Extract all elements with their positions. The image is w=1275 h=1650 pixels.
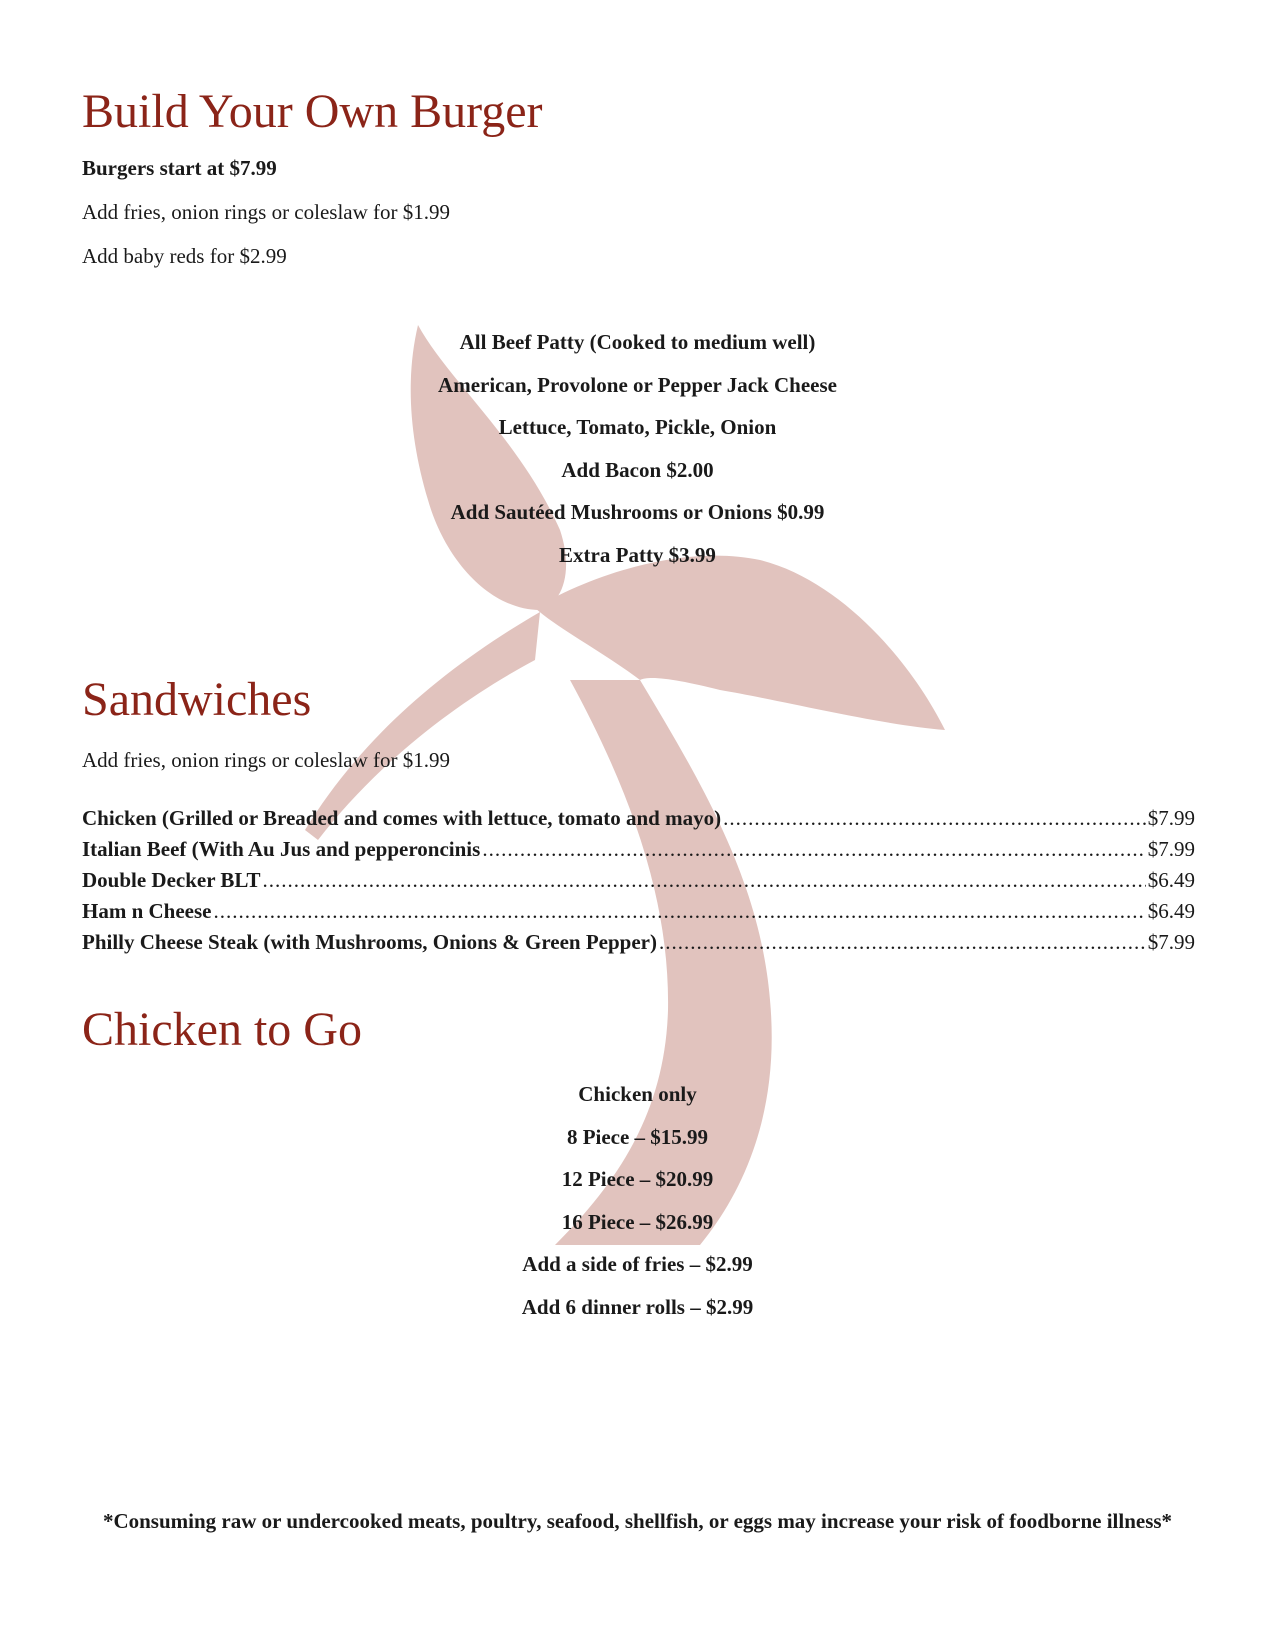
dot-leader (723, 803, 1146, 834)
menu-item-price: $6.49 (1147, 868, 1195, 892)
menu-item (82, 865, 1195, 896)
menu-item (82, 834, 1195, 865)
menu-item-name: Double Decker BLT (82, 868, 261, 892)
sandwiches-intro (82, 750, 450, 794)
dot-leader (214, 896, 1146, 927)
burger-option: Add Bacon $2.00 (561, 457, 714, 482)
dot-leader (263, 865, 1146, 896)
burger-options-list (0, 332, 1275, 587)
menu-item-price: $7.99 (1147, 806, 1195, 830)
burger-option: All Beef Patty (Cooked to medium well) (459, 330, 816, 354)
sandwiches-side-addon: Add fries, onion rings or coleslaw for $1.99 (82, 748, 451, 772)
burger-side-addon: Add fries, onion rings or coleslaw for $1.99 (82, 200, 451, 224)
menu-item-price: $7.99 (1147, 930, 1195, 954)
chicken-option: 16 Piece – $26.99 (561, 1209, 714, 1234)
chicken-option: 12 Piece – $20.99 (561, 1167, 714, 1191)
menu-item (82, 927, 1195, 958)
dot-leader (482, 834, 1145, 865)
burger-babyreds-addon: Add baby reds for $2.99 (82, 244, 287, 268)
burger-base-price: Burgers start at $7.99 (82, 156, 277, 180)
burger-intro (82, 158, 450, 290)
food-safety-disclaimer: *Consuming raw or undercooked meats, poultry, seafood, shellfish, or eggs may increase your risk of foodborne illness* (102, 1509, 1173, 1533)
menu-item-name: Chicken (Grilled or Breaded and comes with lettuce, tomato and mayo) (82, 806, 722, 830)
burger-option: Add Sautéed Mushrooms or Onions $0.99 (450, 500, 825, 524)
menu-item (82, 803, 1195, 834)
chicken-section-title: Chicken to Go (82, 1003, 362, 1056)
menu-item-name: Philly Cheese Steak (with Mushrooms, Onions & Green Pepper) (82, 930, 657, 954)
dot-leader (659, 927, 1146, 958)
chicken-option: Add 6 dinner rolls – $2.99 (521, 1294, 754, 1319)
sandwiches-section-title: Sandwiches (82, 673, 312, 726)
burger-option: Lettuce, Tomato, Pickle, Onion (498, 415, 777, 439)
chicken-option: Add a side of fries – $2.99 (522, 1252, 753, 1276)
chicken-option: Chicken only (578, 1082, 697, 1106)
chicken-option: 8 Piece – $15.99 (566, 1124, 709, 1149)
menu-item-name: Ham n Cheese (82, 899, 212, 923)
menu-item-price: $7.99 (1147, 837, 1195, 861)
burger-option: Extra Patty $3.99 (559, 542, 716, 567)
chicken-options-list (0, 1084, 1275, 1339)
menu-item-name: Italian Beef (With Au Jus and pepperoncinis (82, 837, 481, 861)
burger-section-title: Build Your Own Burger (82, 85, 543, 138)
menu-item-price: $6.49 (1147, 899, 1195, 923)
sandwich-menu (82, 803, 1195, 958)
burger-option: American, Provolone or Pepper Jack Cheese (438, 372, 837, 397)
menu-item (82, 896, 1195, 927)
